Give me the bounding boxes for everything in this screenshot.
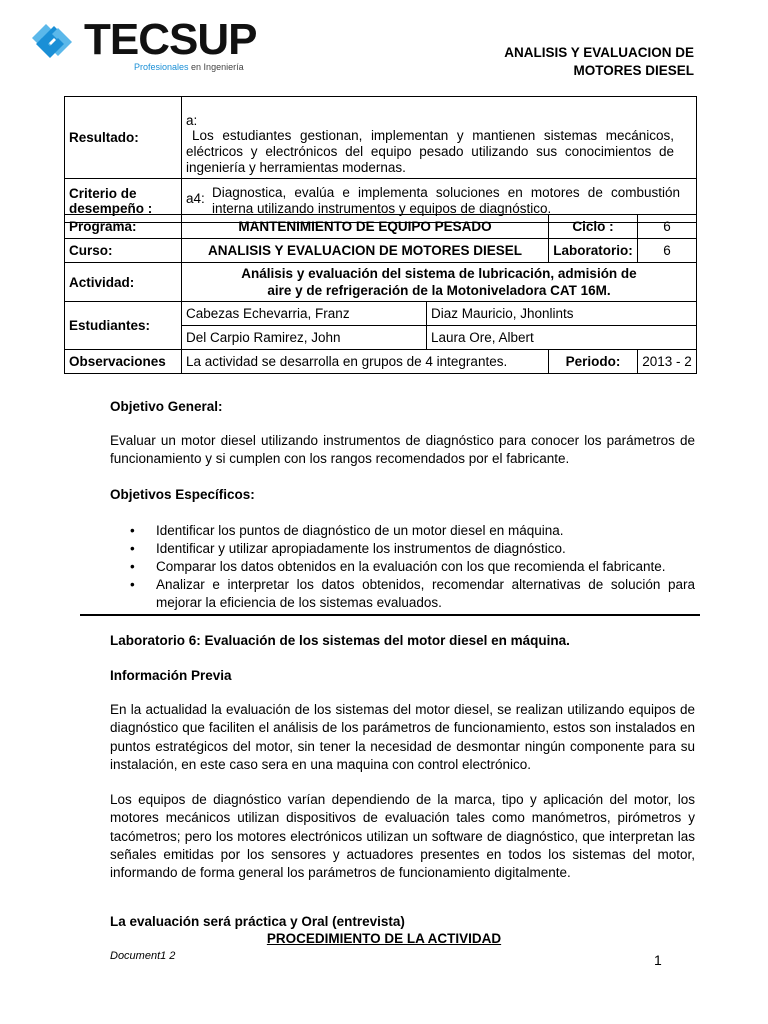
programa-row — [65, 215, 697, 239]
observaciones-row — [65, 350, 697, 374]
actividad-value — [182, 263, 697, 302]
lab-label: Laboratorio: — [549, 239, 638, 263]
section-divider — [80, 614, 700, 616]
resultado-cell — [182, 97, 697, 179]
actividad-line-1: Análisis y evaluación del sistema de lubricación, admisión de — [241, 266, 637, 281]
document-title-line-1: ANALISIS Y EVALUACION DE — [504, 45, 694, 60]
student-row-1 — [65, 302, 697, 326]
list-item: • Analizar e interpretar los datos obtenidos, recomendar alternativas de solución para mejorar la eficiencia de los sistemas evaluados. — [110, 576, 695, 612]
paragraph-2: Los equipos de diagnóstico varían dependiendo de la marca, tipo y aplicación del motor, los motores mecánicos utilizan dispositivos de evaluación tales como manómetros, pirómetros y tacómetros; pero los motores electrónicos utilizan un software de diagnóstico, que interpretan las señales emitidas por los sensores y actuadores presentes en todos los sistemas del motor, informando de forma general los parámetros de funcionamiento digitalmente. — [110, 792, 695, 881]
informacion-previa-heading: Información Previa — [110, 668, 232, 683]
student-name: Cabezas Echevarria, Franz — [182, 302, 427, 326]
actividad-line-2: aire y de refrigeración de la Motoniveladora CAT 16M. — [267, 283, 611, 298]
estudiantes-label: Estudiantes: — [65, 302, 182, 350]
curso-label: Curso: — [65, 239, 182, 263]
programa-label: Programa: — [65, 215, 182, 239]
resultado-code: a: — [186, 113, 198, 128]
criterio-label-line-2: desempeño : — [69, 200, 153, 216]
observaciones-value: La actividad se desarrolla en grupos de 4 integrantes. — [182, 350, 549, 374]
paragraph-1: En la actualidad la evaluación de los sistemas del motor diesel, se realizan utilizando equipos de diagnóstico que faciliten el análisis de los parámetros de funcionamiento, estos son instalados en puntos estratégicos del motor, sin tener la necesidad de desmontar ningún componente para su instalación, en este caso sera en una maquina con control electrónico. — [110, 702, 695, 772]
student-name: Del Carpio Ramirez, John — [182, 326, 427, 350]
list-item: • Identificar los puntos de diagnóstico de un motor diesel en máquina. — [110, 522, 695, 540]
logo-tagline-b: en Ingeniería — [188, 62, 244, 72]
periodo-value: 2013 - 2 — [638, 350, 697, 374]
ciclo-value: 6 — [638, 215, 697, 239]
ciclo-label: Ciclo : — [549, 215, 638, 239]
periodo-label: Periodo: — [549, 350, 638, 374]
observaciones-label: Observaciones — [65, 350, 182, 374]
objetivos-especificos-heading: Objetivos Específicos: — [110, 487, 255, 502]
list-item: • Identificar y utilizar apropiadamente los instrumentos de diagnóstico. — [110, 540, 695, 558]
logo-emblem-icon — [32, 24, 72, 58]
criterio-code: a4: — [186, 190, 205, 206]
logo-wordmark: TECSUP — [84, 15, 257, 64]
objetivo-general-heading: Objetivo General: — [110, 399, 223, 414]
objectives-list — [110, 522, 695, 612]
evaluacion-heading: La evaluación será práctica y Oral (entrevista) — [110, 914, 405, 929]
curso-row — [65, 239, 697, 263]
objetivo-general-text: Evaluar un motor diesel utilizando instrumentos de diagnóstico para conocer los parámetros de funcionamiento y si cumplen con los rangos recomendados por el fabricante. — [110, 433, 695, 467]
resultado-row — [65, 97, 697, 179]
curso-value: ANALISIS Y EVALUACION DE MOTORES DIESEL — [182, 239, 549, 263]
lab-value: 6 — [638, 239, 697, 263]
document-title — [504, 44, 694, 80]
programa-value: MANTENIMIENTO DE EQUIPO PESADO — [182, 215, 549, 239]
procedimiento-heading: PROCEDIMIENTO DE LA ACTIVIDAD — [266, 931, 502, 946]
document-title-line-2: MOTORES DIESEL — [573, 63, 694, 78]
outcome-table — [64, 96, 697, 223]
list-item: • Comparar los datos obtenidos en la evaluación con los que recomienda el fabricante. — [110, 558, 695, 576]
student-name: Diaz Mauricio, Jhonlints — [427, 302, 697, 326]
actividad-label: Actividad: — [65, 263, 182, 302]
student-name: Laura Ore, Albert — [427, 326, 697, 350]
actividad-row — [65, 263, 697, 302]
course-info-table — [64, 214, 697, 374]
resultado-text: Los estudiantes gestionan, implementan y mantienen sistemas mecánicos, eléctricos y electrónicos del equipo pesado utilizando sus conocimientos de ingeniería y herramientas modernas. — [186, 128, 674, 175]
criterio-label-line-1: Criterio de — [69, 185, 137, 201]
footer-document-name: Document1 2 — [110, 950, 176, 962]
logo-tagline — [134, 62, 244, 72]
laboratorio-heading: Laboratorio 6: Evaluación de los sistemas del motor diesel en máquina. — [110, 633, 570, 648]
logo-tagline-a: Profesionales — [134, 62, 189, 72]
resultado-label: Resultado: — [65, 97, 182, 179]
page-number: 1 — [654, 952, 662, 968]
criterio-text: Diagnostica, evalúa e implementa soluciones en motores de combustión interna utilizando instrumentos y equipos de diagnóstico. — [212, 184, 680, 216]
